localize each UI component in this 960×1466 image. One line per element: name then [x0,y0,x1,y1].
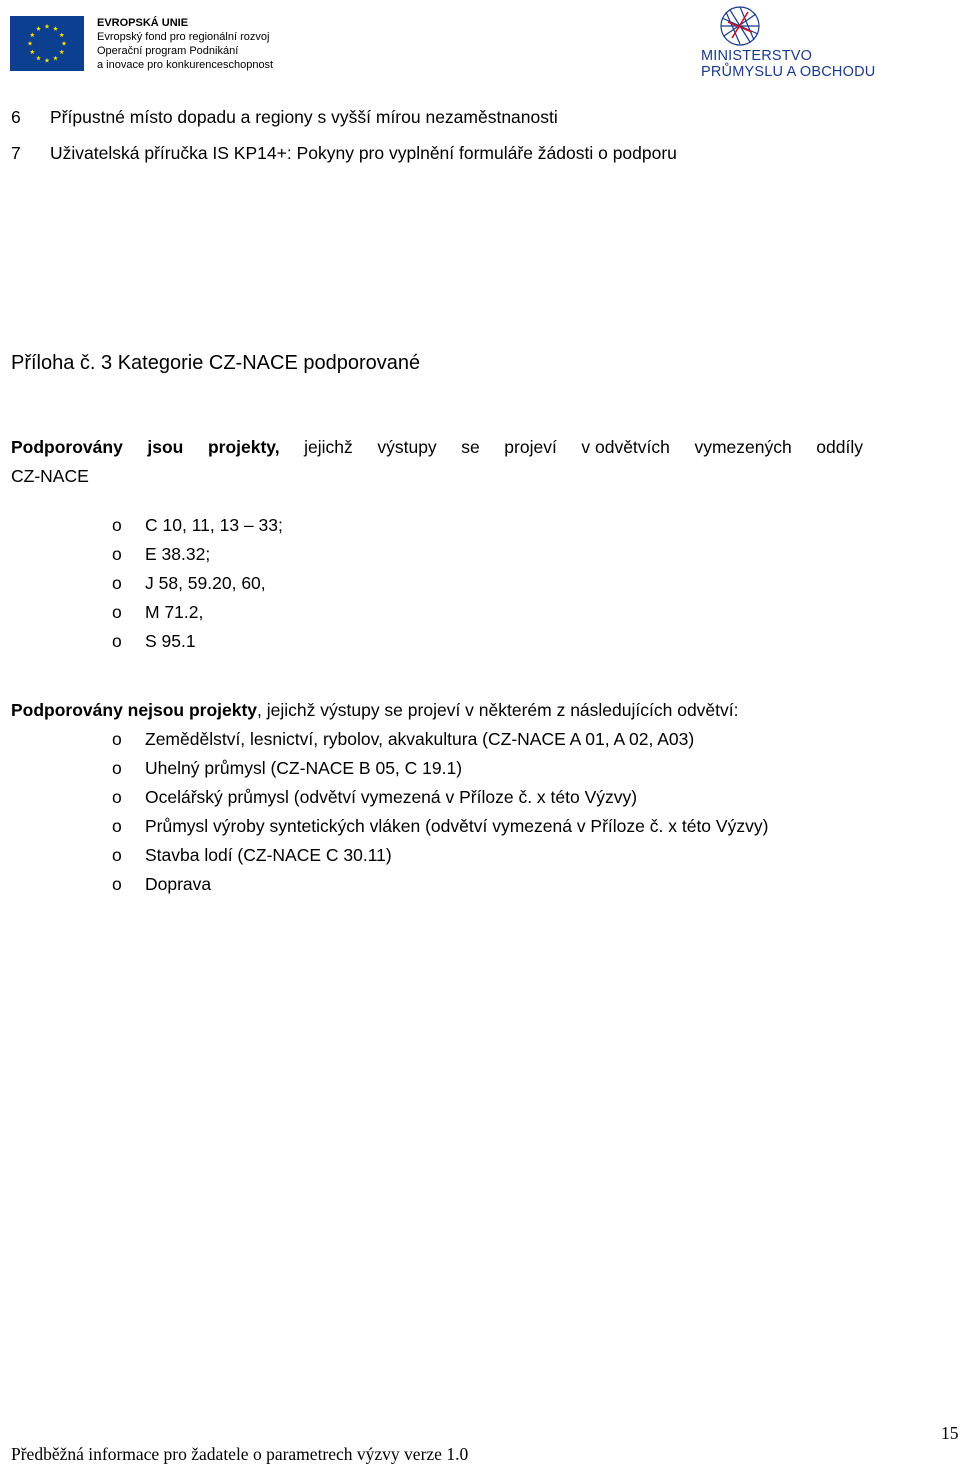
eu-line-3: Operační program Podnikání [97,45,239,57]
lead-word: jsou [147,437,184,457]
list-item: S 95.1 [145,631,196,651]
eu-line-1: EVROPSKÁ UNIE [97,17,189,29]
eu-logo-text [97,16,273,72]
eu-star-icon [62,41,67,46]
ref-text: Uživatelská příručka IS KP14+: Pokyny pro vyplnění formuláře žádosti o podporu [50,143,677,163]
eu-stars-icon [10,16,84,71]
bullet-icon: o [112,845,122,865]
list-item: J 58, 59.20, 60, [145,573,266,593]
lead-word: se [461,437,480,457]
list-item: Průmysl výroby syntetických vláken (odvětví vymezená v Příloze č. x této Výzvy) [145,816,769,836]
bullet-icon: o [112,631,122,651]
mpo-line-2: PRŮMYSLU A OBCHODU [701,64,876,80]
list-item: C 10, 11, 13 – 33; [145,515,283,535]
ref-text: Přípustné místo dopadu a regiony s vyšší mírou nezaměstnanosti [50,107,558,127]
eu-star-icon [45,24,50,29]
unsupported-lead-bold: Podporovány nejsou projekty [11,700,258,720]
supported-lead-cont: CZ-NACE [11,466,89,486]
list-item: Zemědělství, lesnictví, rybolov, akvakultura (CZ-NACE A 01, A 02, A03) [145,729,695,749]
bullet-icon: o [112,544,122,564]
bullet-icon: o [112,787,122,807]
eu-star-icon [30,32,35,37]
eu-star-icon [53,56,58,61]
bullet-icon: o [112,758,122,778]
lead-word: oddíly [816,437,863,457]
eu-star-icon [59,32,64,37]
unsupported-lead-rest: , jejichž výstupy se projeví v některém z následujících odvětví: [257,700,739,720]
eu-star-icon [30,49,35,54]
mpo-emblem-icon [700,4,860,50]
bullet-icon: o [112,816,122,836]
eu-star-icon [45,58,50,63]
mpo-line-1: MINISTERSTVO [701,48,813,64]
lead-word: výstupy [377,437,437,457]
lead-word: projekty, [207,437,280,457]
eu-line-4: a inovace pro konkurenceschopnost [97,59,274,71]
list-item: Uhelný průmysl (CZ-NACE B 05, C 19.1) [145,758,463,778]
lead-word: Podporovány [11,437,123,457]
bullet-icon: o [112,729,122,749]
list-item: E 38.32; [145,544,211,564]
lead-word: v odvětvích [581,437,670,457]
lead-word: projeví [504,437,557,457]
ref-number: 7 [11,143,21,163]
mpo-logo-text [701,48,875,80]
list-item: Doprava [145,874,212,894]
annex-title: Příloha č. 3 Kategorie CZ-NACE podporované [11,352,421,374]
eu-star-icon [53,26,58,31]
lead-word: vymezených [694,437,792,457]
unsupported-lead [11,700,739,721]
eu-star-icon [28,41,33,46]
eu-flag-logo [10,16,84,71]
page-number: 15 [941,1423,959,1443]
ref-number: 6 [11,107,21,127]
lead-word: jejichž [304,437,353,457]
eu-star-icon [59,49,64,54]
list-item: Stavba lodí (CZ-NACE C 30.11) [145,845,392,865]
eu-line-2: Evropský fond pro regionální rozvoj [97,31,270,43]
footer-text: Předběžná informace pro žadatele o parametrech výzvy verze 1.0 [11,1444,469,1464]
eu-star-icon [36,26,41,31]
list-item: M 71.2, [145,602,204,622]
list-item: Ocelářský průmysl (odvětví vymezená v Příloze č. x této Výzvy) [145,787,638,807]
bullet-icon: o [112,874,122,894]
bullet-icon: o [112,573,122,593]
bullet-icon: o [112,515,122,535]
supported-lead [11,437,863,458]
eu-star-icon [36,56,41,61]
bullet-icon: o [112,602,122,622]
